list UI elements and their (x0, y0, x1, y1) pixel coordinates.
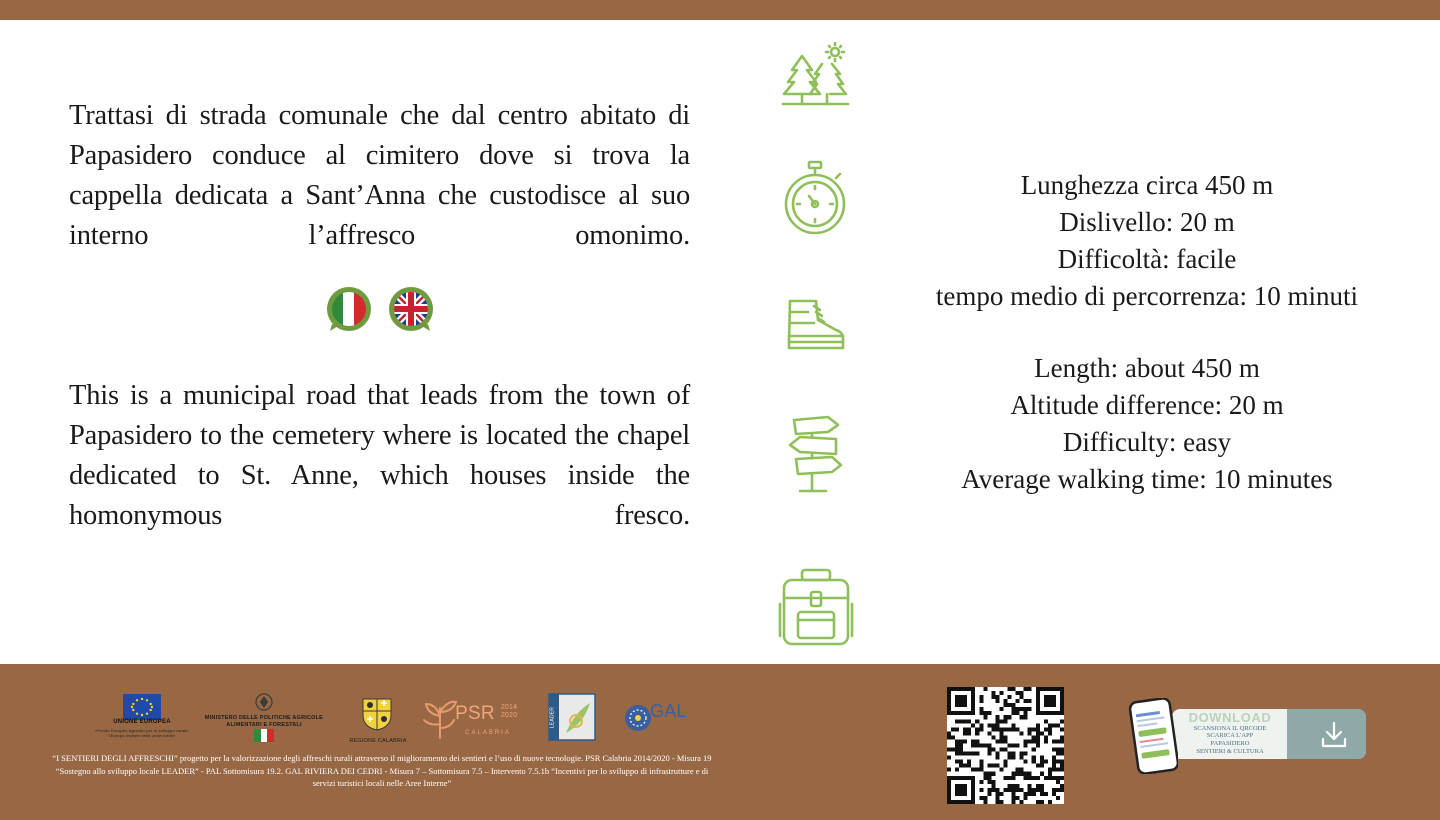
ministry-caption: MINISTERO DELLE POLITICHE AGRICOLE ALIMENTARI E FORESTALI (204, 715, 324, 728)
hiking-boot-icon (786, 298, 846, 350)
top-band (0, 0, 1440, 20)
gal-label: GAL (650, 701, 687, 721)
download-line-4: SENTIERI & CULTURA (1196, 748, 1264, 755)
info-difficulty-it: Difficoltà: facile (1057, 244, 1237, 274)
trail-info-italian (905, 167, 1389, 315)
region-caption: REGIONE CALABRIA (349, 738, 407, 744)
info-length-it: Lunghezza circa 450 m (1020, 170, 1274, 200)
qr-code[interactable] (947, 687, 1064, 804)
info-time-it: tempo medio di percorrenza: 10 minuti (935, 281, 1359, 311)
smartphone-icon (1128, 698, 1178, 774)
info-time-en: Average walking time: 10 minutes (961, 464, 1333, 494)
info-difficulty-en: Difficulty: easy (1062, 427, 1232, 457)
forest-icon (780, 42, 850, 106)
description-italian: Trattasi di strada comunale che dal centro abitato di Papasidero conduce al cimitero dove si trova la cappella dedicata a Sant’Anna che custodisce al suo interno l’affresco omonimo. (69, 100, 690, 251)
info-elevation-en: Altitude difference: 20 m (1010, 390, 1284, 420)
download-line-2: SCARICA L'APP (1206, 732, 1254, 739)
download-button[interactable] (1287, 709, 1366, 759)
ministry-emblem-icon (254, 692, 274, 717)
project-funding-text: “I SENTIERI DEGLI AFFRESCHI” progetto per la valorizzazione degli affreschi rurali attraverso il miglioramento dei sentieri e l’uso di nuove tecnologie. PSR Calabria 2014/2020 - Misura 19 “Sostegno allo sviluppo locale LEADER” - PAL Sottomisura 19.2. GAL RIVIERA DEI CEDRI - Misura 7 – Sottomisura 7.5 – Intervento 7.5.1b “Incentivi per lo sviluppo di infrastrutture e di servizi turistici locali nelle Aree Interne” (52, 753, 712, 788)
download-title: DOWNLOAD (1188, 710, 1272, 725)
psr-region: CALABRIA (465, 730, 511, 736)
info-length-en: Length: about 450 m (1034, 353, 1260, 383)
trail-info-english (905, 350, 1389, 498)
download-line-1: SCANSIONA IL QRCODE (1193, 725, 1267, 732)
eu-caption: UNIONE EUROPEA (113, 719, 171, 725)
description-english: This is a municipal road that leads from the town of Papasidero to the cemetery where is located the chapel dedicated to St. Anne, which houses inside the homonymous fresco. (69, 380, 690, 531)
backpack-icon (778, 568, 854, 646)
leader-label: LEADER (549, 706, 556, 729)
flag-italy-icon[interactable] (326, 286, 372, 332)
psr-years: 2014 2020 (500, 704, 518, 719)
gal-logo-icon (624, 704, 652, 737)
signpost-icon (786, 415, 846, 495)
download-arrow-icon (1287, 709, 1366, 759)
info-elevation-it: Dislivello: 20 m (1059, 207, 1235, 237)
eu-motto: «Fondo Europeo Agricolo per lo sviluppo rurale: l'Europa investe nelle zone rurali» (95, 728, 189, 738)
stopwatch-icon (783, 160, 847, 238)
ministry-italian-flag-icon (254, 729, 274, 747)
calabria-crest-icon (361, 697, 393, 736)
flag-uk-icon[interactable] (388, 286, 434, 332)
download-line-3: PAPASIDERO (1210, 740, 1250, 747)
psr-label: PSR (455, 703, 495, 724)
